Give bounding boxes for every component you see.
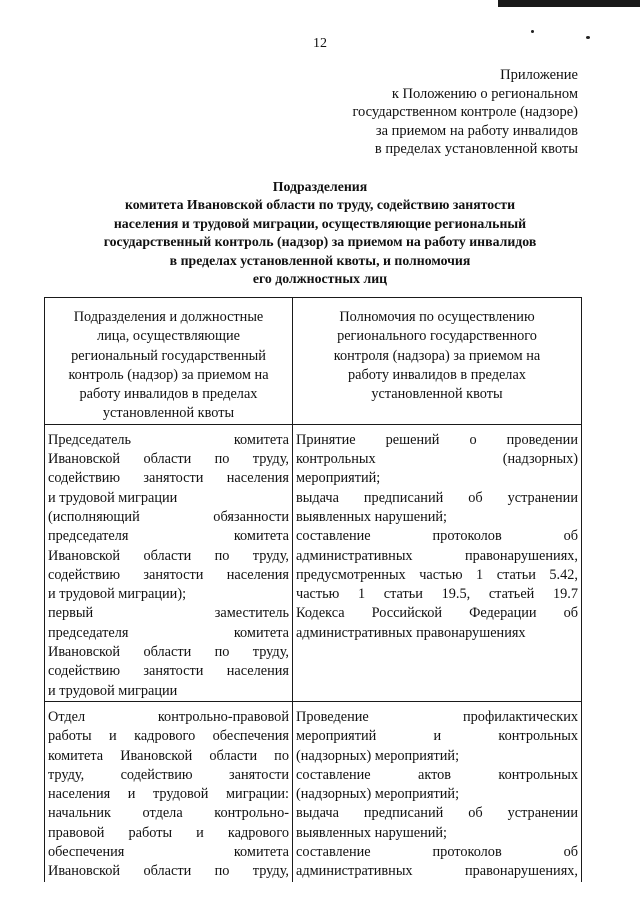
scan-dot (531, 30, 534, 33)
cell-line: административных правонарушениях, (296, 547, 578, 564)
header-line: установленной квоты (102, 405, 235, 422)
appendix-line: Приложение (500, 67, 578, 83)
table-row (45, 701, 582, 881)
document-title (0, 178, 640, 288)
cell-line: административных правонарушениях, (296, 863, 578, 880)
title-line: населения и трудовой миграции, осуществляющие региональный (113, 215, 527, 231)
header-line: установленной квоты (371, 386, 503, 403)
cell-line: Кодекса Российской Федерации об (296, 605, 578, 622)
title-line: в пределах установленной квоты, и полномочия (169, 252, 471, 268)
appendix-line: за приемом на работу инвалидов (375, 122, 578, 139)
header-line: регионального государственного (337, 328, 537, 345)
cell-line: составление протоколов об (296, 528, 578, 545)
cell-line: контрольных (надзорных) (296, 451, 578, 468)
header-cell-powers (293, 298, 582, 425)
header-line: Подразделения и должностные (73, 309, 264, 325)
cell-line: (исполняющий обязанности (48, 508, 289, 525)
cell-line: и трудовой миграции (48, 489, 178, 506)
table-header-row (45, 298, 582, 425)
cell-line: Ивановской области по труду, (48, 451, 289, 468)
appendix-line: к Положению о региональном (391, 85, 578, 102)
cell-line: Председатель комитета (48, 431, 289, 448)
cell-line: Ивановской области по труду, (48, 547, 289, 564)
title-line: комитета Ивановской области по труду, содействию занятости (124, 197, 516, 213)
cell-line: правовой работы и кадрового (48, 824, 289, 841)
cell-line: выдача предписаний об устранении (296, 805, 578, 822)
cell-line: председателя комитета (48, 624, 289, 641)
cell-line: составление протоколов об (296, 844, 578, 861)
cell-line: выявленных нарушений; (296, 508, 447, 525)
cell-line: Принятие решений о проведении (296, 431, 578, 448)
cell-line: Отдел контрольно-правовой (48, 708, 289, 725)
appendix-line: государственном контроле (надзоре) (352, 104, 578, 121)
cell-line: (надзорных) мероприятий; (296, 786, 460, 803)
units-cell (45, 701, 293, 881)
header-line: Полномочия по осуществлению (339, 309, 535, 325)
cell-line: содействию занятости населения (48, 566, 289, 583)
cell-line: предусмотренных частью 1 статьи 5.42, (296, 566, 578, 583)
cell-line: Проведение профилактических (296, 708, 578, 725)
cell-line: частью 1 статьи 19.5, статьей 19.7 (296, 586, 578, 603)
cell-line: и трудовой миграции); (48, 586, 187, 603)
powers-table (44, 297, 582, 882)
header-cell-units (45, 298, 293, 425)
appendix-block (352, 66, 578, 159)
powers-cell (293, 701, 582, 881)
header-line: контроля (надзора) за приемом на (333, 347, 541, 364)
cell-line: населения и трудовой миграции: (48, 786, 289, 803)
cell-line: председателя комитета (48, 528, 289, 545)
cell-line: Ивановской области по труду, (48, 863, 289, 880)
cell-line: (надзорных) мероприятий; (296, 747, 460, 764)
cell-line: административных правонарушениях (296, 624, 526, 641)
cell-line: работы и кадрового обеспечения (48, 728, 289, 745)
cell-line: мероприятий и контрольных (296, 728, 578, 745)
scan-edge-mark (498, 0, 640, 7)
cell-line: содействию занятости населения (48, 663, 289, 680)
appendix-line: в пределах установленной квоты (374, 141, 578, 158)
title-line: его должностных лиц (252, 271, 388, 287)
header-line: работу инвалидов в пределах (79, 386, 258, 403)
header-line: контроль (надзор) за приемом на (68, 366, 269, 383)
header-line: лица, осуществляющие (96, 328, 240, 345)
units-cell (45, 424, 293, 701)
cell-line: Ивановской области по труду, (48, 644, 289, 661)
cell-line: составление актов контрольных (296, 766, 578, 783)
cell-line: первый заместитель (48, 605, 289, 622)
page-number: 12 (313, 36, 327, 51)
cell-line: выявленных нарушений; (296, 824, 447, 841)
cell-line: выдача предписаний об устранении (296, 489, 578, 506)
powers-cell (293, 424, 582, 701)
cell-line: и трудовой миграции (48, 682, 178, 699)
header-line: региональный государственный (71, 347, 266, 364)
cell-line: комитета Ивановской области по (48, 747, 289, 764)
header-line: работу инвалидов в пределах (348, 366, 526, 383)
cell-line: труду, содействию занятости (48, 766, 289, 783)
cell-line: содействию занятости населения (48, 470, 289, 487)
cell-line: мероприятий; (296, 470, 381, 487)
cell-line: обеспечения комитета (48, 844, 289, 861)
title-line: Подразделения (272, 179, 368, 194)
title-line: государственный контроль (надзор) за приемом на работу инвалидов (103, 234, 537, 250)
cell-line: начальник отдела контрольно- (48, 805, 289, 822)
table-row (45, 424, 582, 701)
